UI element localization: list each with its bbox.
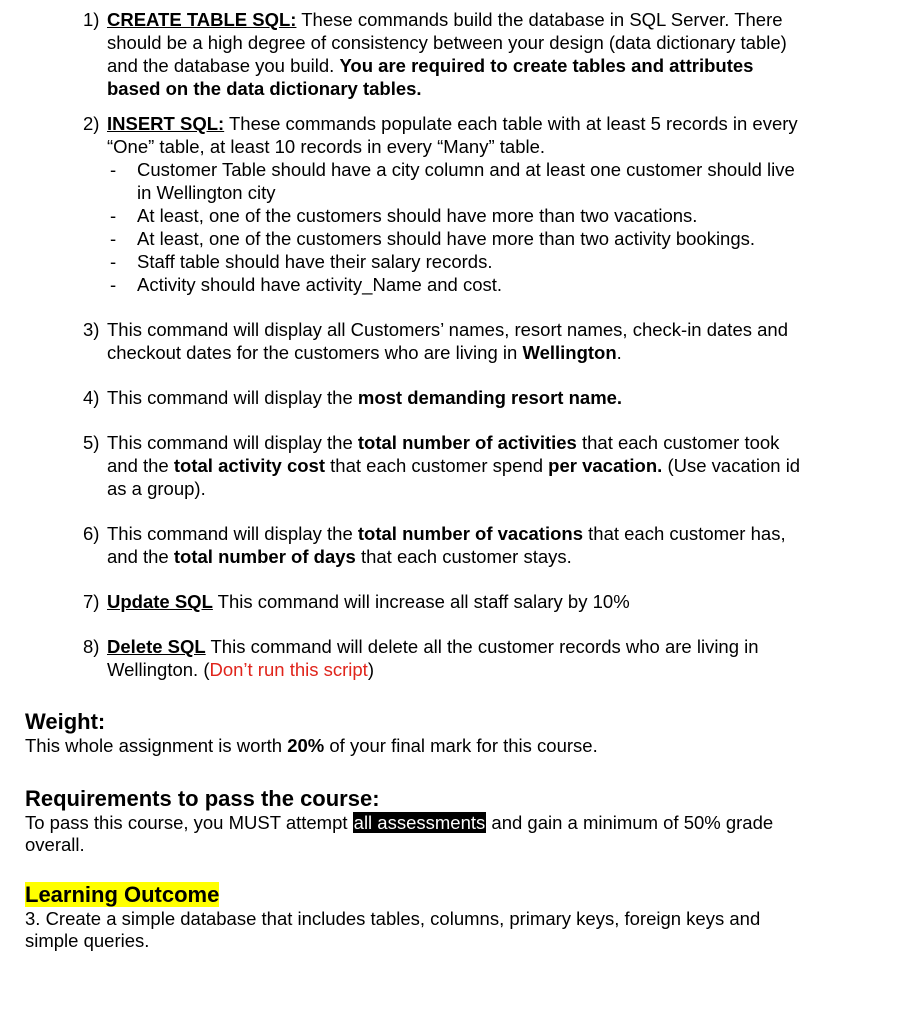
item-number: 4) — [83, 387, 100, 408]
item-text: These commands build the database in SQL Server. There should be a high degree of consistency between your design (data dictionary table) and the database you build. — [107, 9, 787, 76]
weight-text-part: This whole assignment is worth — [25, 735, 288, 756]
dash-marker: - — [110, 251, 117, 272]
warning-text: Don’t run this script — [209, 659, 368, 680]
item-text: (Use vacation id as a group). — [107, 455, 801, 499]
item-bold-text: per vacation. — [548, 455, 663, 476]
requirements-text — [25, 812, 805, 856]
list-item — [83, 386, 803, 409]
item-bold-text: most demanding resort name. — [357, 387, 623, 408]
requirements-section — [25, 786, 805, 856]
item-bold-text: You are required to create tables and attributes based on the data dictionary tables. — [107, 55, 754, 99]
bullet-text: Staff table should have their salary records. — [137, 251, 493, 272]
item-bold-text: total activity cost — [173, 455, 326, 476]
bullet-item — [107, 250, 803, 273]
bullet-text: At least, one of the customers should have more than two activity bookings. — [137, 228, 756, 249]
instruction-list — [83, 8, 803, 681]
bullet-item — [107, 227, 803, 250]
requirement-bullets — [107, 158, 803, 296]
item-bold-text: total number of activities — [357, 432, 577, 453]
item-bold-text: Wellington — [522, 342, 617, 363]
requirements-text-part: To pass this course, you MUST attempt — [25, 812, 353, 833]
weight-section — [25, 709, 805, 757]
item-bold-text: total number of days — [173, 546, 356, 567]
highlighted-text: all assessments — [353, 812, 486, 833]
item-heading: Update SQL — [107, 591, 213, 612]
item-text: This command will display the — [107, 387, 358, 408]
bullet-text: Activity should have activity_Name and cost. — [137, 274, 503, 295]
dash-marker: - — [110, 274, 117, 295]
dash-marker: - — [110, 228, 117, 249]
bullet-item — [107, 158, 803, 204]
item-number: 8) — [83, 636, 100, 657]
item-text: This command will display the — [107, 432, 358, 453]
list-item — [83, 590, 803, 613]
item-number: 6) — [83, 523, 100, 544]
item-text: that each customer stays. — [355, 546, 572, 567]
list-item — [83, 635, 803, 681]
bullet-text: Customer Table should have a city column and at least one customer should live in Wellington city — [137, 159, 795, 203]
dash-marker: - — [110, 159, 117, 180]
bullet-item — [107, 204, 803, 227]
list-item — [83, 8, 803, 100]
item-text: that each customer has, and the — [107, 523, 786, 567]
item-text: This command will display all Customers’ names, resort names, check-in dates and checkout dates for the customers who are living in — [107, 319, 788, 363]
learning-outcome-section — [25, 882, 805, 952]
item-heading: INSERT SQL: — [107, 113, 225, 134]
item-number: 7) — [83, 591, 100, 612]
list-item — [83, 318, 803, 364]
item-text: This command will delete all the customer records who are living in Wellington. ( — [107, 636, 759, 680]
list-item — [83, 431, 803, 500]
item-text: that each customer took and the — [107, 432, 780, 476]
learning-outcome-text: 3. Create a simple database that includes tables, columns, primary keys, foreign keys and simple queries. — [25, 908, 761, 951]
item-text: that each customer spend — [325, 455, 549, 476]
item-heading: CREATE TABLE SQL: — [107, 9, 297, 30]
item-text: This command will increase all staff salary by 10% — [212, 591, 630, 612]
item-bold-text: total number of vacations — [357, 523, 583, 544]
item-number: 3) — [83, 319, 100, 340]
list-item — [83, 112, 803, 296]
requirements-heading: Requirements to pass the course: — [25, 786, 380, 811]
dash-marker: - — [110, 205, 117, 226]
item-heading: Delete SQL — [107, 636, 206, 657]
weight-heading: Weight: — [25, 709, 106, 734]
weight-percent: 20% — [287, 735, 325, 756]
item-end: . — [616, 342, 622, 363]
bullet-text: At least, one of the customers should have more than two vacations. — [137, 205, 698, 226]
item-text: These commands populate each table with at least 5 records in every “One” table, at least 10 records in every “Many” table. — [107, 113, 798, 157]
item-text: This command will display the — [107, 523, 358, 544]
requirements-text-part: and gain a minimum of 50% grade overall. — [25, 812, 774, 855]
weight-text — [25, 735, 805, 757]
item-end: ) — [367, 659, 374, 680]
item-number: 5) — [83, 432, 100, 453]
weight-text-part: of your final mark for this course. — [324, 735, 598, 756]
bullet-item — [107, 273, 803, 296]
learning-outcome-heading: Learning Outcome — [25, 882, 220, 907]
list-item — [83, 522, 803, 568]
item-number: 1) — [83, 9, 100, 30]
item-number: 2) — [83, 113, 100, 134]
